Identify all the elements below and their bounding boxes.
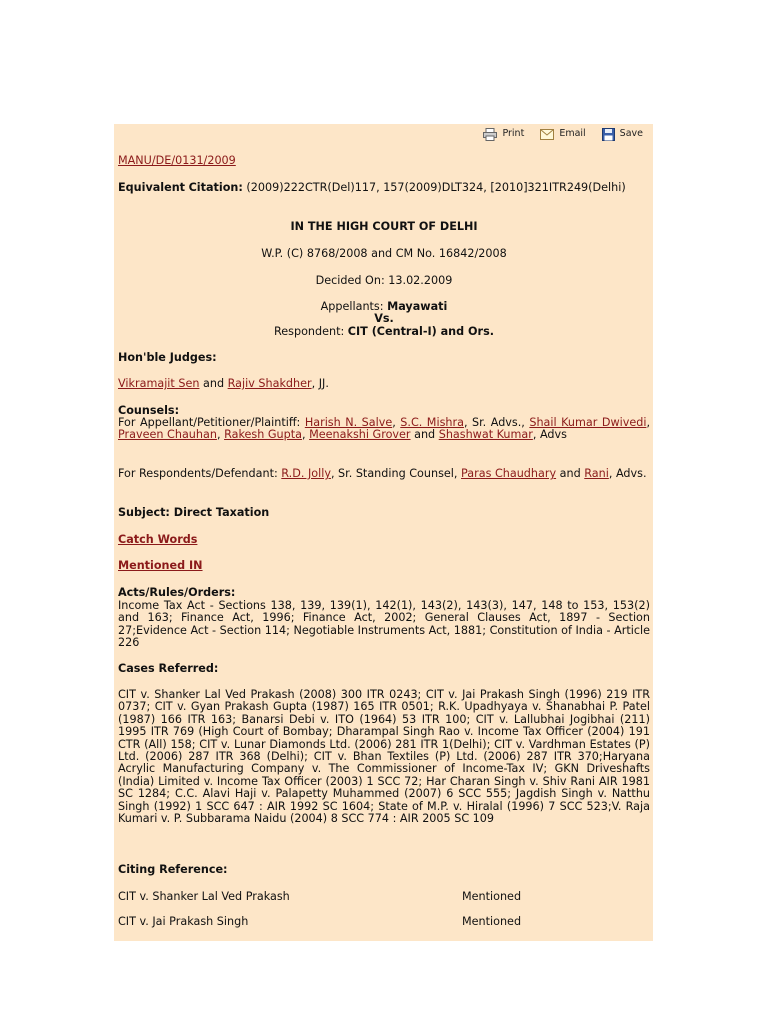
counsel-link[interactable]: Praveen Chauhan [118, 428, 217, 442]
save-label: Save [619, 127, 643, 139]
acts-heading-text: Acts/Rules/Orders: [118, 586, 236, 599]
citing-row [118, 916, 650, 928]
cases-heading [118, 663, 650, 675]
judges-heading-text: Hon'ble Judges: [118, 351, 217, 364]
manu-citation-row [118, 155, 650, 167]
counsel-link[interactable]: Rakesh Gupta [224, 428, 302, 442]
judges-heading [118, 352, 650, 364]
judge-link-1[interactable]: Vikramajit Sen [118, 377, 200, 390]
citing-row [118, 891, 650, 903]
versus-text: Vs. [374, 312, 394, 326]
catch-words-link[interactable]: Catch Words [118, 533, 198, 546]
printer-icon [483, 128, 497, 141]
subject-line [118, 507, 650, 519]
appellants-label: Appellants: [320, 300, 384, 313]
case-number: W.P. (C) 8768/2008 and CM No. 16842/2008 [261, 247, 507, 260]
respondent-counsel-label: For Respondents/Defendant: [118, 467, 278, 480]
counsels-heading-text: Counsels: [118, 404, 180, 417]
save-button[interactable] [602, 128, 643, 141]
appellants-name: Mayawati [387, 300, 448, 313]
counsel-link[interactable]: Meenakshi Grover [309, 428, 411, 442]
subject-text: Subject: Direct Taxation [118, 506, 270, 519]
citing-case: CIT v. Shanker Lal Ved Prakash [118, 890, 290, 903]
counsel-link[interactable]: Shail Kumar Dwivedi [529, 416, 647, 429]
appellant-counsel-label: For Appellant/Petitioner/Plaintiff: [118, 416, 301, 429]
citing-status: Mentioned [462, 915, 522, 928]
print-label: Print [502, 127, 525, 139]
respondent-line [118, 326, 650, 338]
judges-line [118, 378, 650, 390]
citing-status: Mentioned [462, 890, 522, 903]
respondent-counsel [118, 468, 650, 480]
mentioned-in-row [118, 560, 650, 572]
manu-citation-link[interactable]: MANU/DE/0131/2009 [118, 154, 236, 167]
counsel-and: and [559, 467, 581, 480]
advocates-text: , Advs. [608, 467, 647, 480]
counsel-link[interactable]: R.D. Jolly [281, 467, 331, 480]
email-label: Email [559, 127, 586, 139]
counsel-link[interactable]: Harish N. Salve [304, 416, 393, 429]
cases-heading-text: Cases Referred: [118, 662, 219, 675]
counsel-link[interactable]: S.C. Mishra [400, 416, 464, 429]
judge-link-2[interactable]: Rajiv Shakdher [227, 377, 312, 390]
cases-text: CIT v. Shanker Lal Ved Prakash (2008) 300 ITR 0243; CIT v. Jai Prakash Singh (1996) 219 ITR 0737; CIT v. Gyan Prakash Gupta (1987) 165 ITR 0501; R.K. Upadhyaya v. Shanabhai P. Patel (1987) 166 ITR 163; Banarsi Debi v. ITO (1964) 53 ITR 100; CIT v. Lallubhai Jogibhai (211) 1995 ITR 769 (High Court of Bombay; Dharampal Singh Rao v. Income Tax Officer (2004) 191 CTR (All) 158; CIT v. Lunar Diamonds Ltd. (2006) 281 ITR 1(Delhi); CIT v. Vardhman Estates (P) Ltd. (2006) 287 ITR 368 (Delhi); CIT v. Bhan Textiles (P) Ltd. (2006) 287 ITR 370;Haryana Acrylic Manufacturing Company v. The Commissioner of Income-Tax IV; GKN Driveshafts (India) Limited v. Income Tax Officer (2003) 1 SCC 72; Har Charan Singh v. Shiv Rani AIR 1981 SC 1284; C.C. Alavi Haji v. Palapetty Muhammed (2007) 6 SCC 555; Jagdish Singh v. Natthu Singh (1992) 1 SCC 647 : AIR 1992 SC 1604; State of M.P. v. Hiralal (1996) 7 SCC 523;V. Raja Kumari v. P. Subbarama Naidu (2004) 8 SCC 774 : AIR 2005 SC 109 [118, 688, 650, 826]
citing-heading-text: Citing Reference: [118, 863, 228, 876]
judges-and: and [203, 377, 225, 390]
citation-2: 157(2009)DLT324, [383, 181, 487, 194]
respondent-label: Respondent: [273, 324, 345, 338]
counsel-link[interactable]: Paras Chaudhary [461, 467, 557, 480]
citation-3: [2010]321ITR249(Delhi) [490, 181, 626, 194]
document-page [114, 124, 653, 941]
respondent-name: CIT (Central-I) and Ors. [347, 324, 494, 338]
toolbar [483, 125, 643, 143]
equivalent-label: Equivalent [118, 181, 186, 194]
citing-case: CIT v. Jai Prakash Singh [118, 915, 249, 928]
standing-counsel-text: , Sr. Standing Counsel, [330, 467, 458, 480]
court-name-text: IN THE HIGH COURT OF DELHI [290, 220, 478, 233]
print-button[interactable] [483, 128, 524, 141]
parties-block [118, 301, 650, 338]
senior-advocates-text: , Sr. Advs., [463, 416, 525, 429]
citation-1: (2009)222CTR(Del)117, [246, 181, 380, 194]
catch-words-row [118, 534, 650, 546]
mentioned-in-link[interactable]: Mentioned IN [118, 559, 203, 572]
counsel-and: and [414, 428, 436, 442]
counsel-link[interactable]: Shashwat Kumar [438, 428, 533, 442]
advocates-text: , Advs [532, 428, 567, 442]
envelope-icon [540, 129, 554, 140]
decided-on: Decided On: 13.02.2009 [315, 274, 453, 287]
floppy-disk-icon [602, 128, 615, 141]
email-button[interactable] [540, 128, 585, 140]
appellant-counsel: For Appellant/Petitioner/Plaintiff: Harish N. Salve, S.C. Mishra, Sr. Advs., Shail Kumar Dwivedi, Praveen Chauhan, Rakesh Gupta, Meenakshi Grover and Shashwat Kumar, Advs [118, 416, 650, 442]
acts-heading [118, 587, 650, 599]
judges-suffix: , JJ. [311, 377, 329, 390]
counsel-link[interactable]: Rani [584, 467, 609, 480]
citing-heading [118, 864, 650, 876]
acts-text: Income Tax Act - Sections 138, 139, 139(1), 142(1), 143(2), 143(3), 147, 148 to 153, 153(2) and 163; Finance Act, 1996; Finance Act, 2002; General Clauses Act, 1897 - Section 27;Evidence Act - Section 114; Negotiable Instruments Act, 1881; Constitution of India - Article 226 [118, 599, 650, 650]
citation-label: Citation: [188, 181, 243, 194]
equivalent-citation [118, 182, 650, 194]
court-name [118, 221, 650, 233]
